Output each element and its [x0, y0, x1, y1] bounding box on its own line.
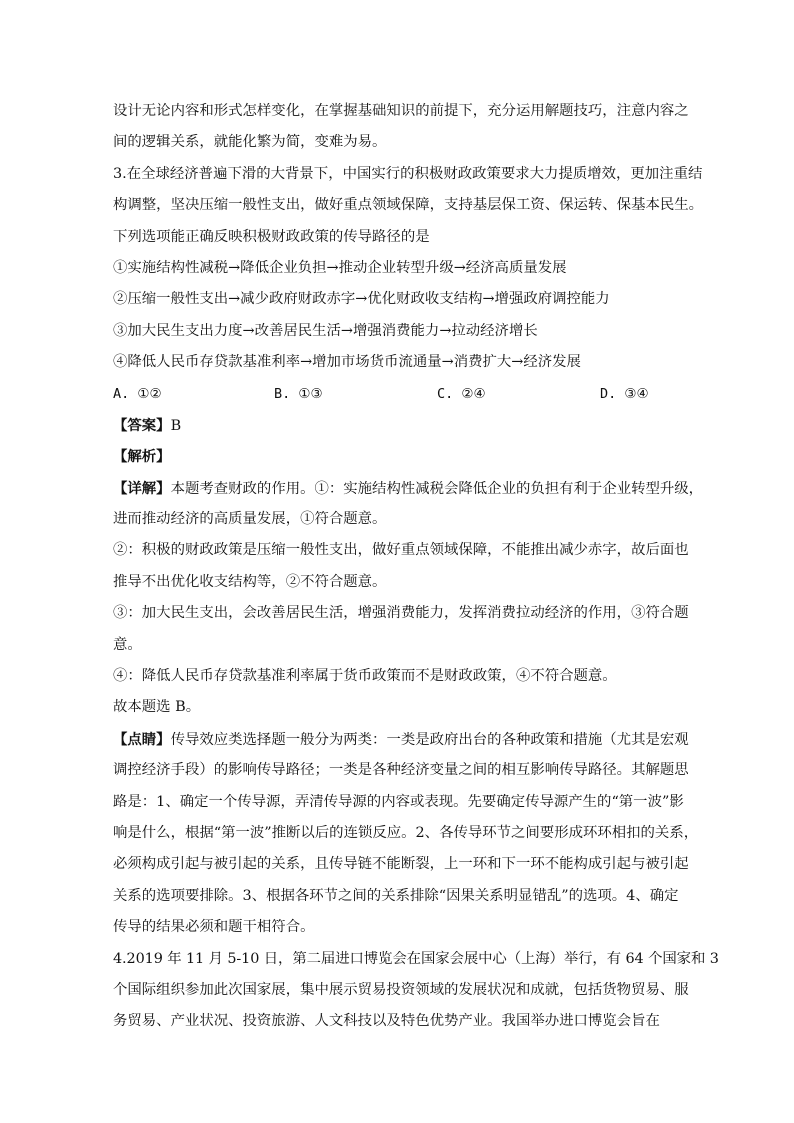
point-line	[113, 724, 689, 755]
option-c: C. ②④	[437, 385, 486, 402]
question-3-stem-line: 3.在全球经济普遍下滑的大背景下，中国实行的积极财政政策要求大力提质增效，更加注重结	[113, 165, 703, 182]
document-content	[113, 96, 719, 1038]
question-4-stem-line: 务贸易、产业状况、投资旅游、人文科技以及特色优势产业。我国举办进口博览会旨在	[113, 1013, 660, 1030]
detail-line: 意。	[113, 636, 142, 653]
answer-value: B	[170, 417, 182, 434]
statement-3: ③加大民生支出力度→改善居民生活→增强消费能力→拉动经济增长	[113, 322, 538, 339]
question-3-stem-line: 下列选项能正确反映积极财政政策的传导路径的是	[113, 228, 430, 245]
option-d: D. ③④	[600, 385, 649, 402]
point-line: 响是什么，根据“第一波”推断以后的连锁反应。2、各传导环节之间要形成环环相扣的关系，	[113, 824, 699, 841]
analysis-line	[113, 441, 681, 472]
statement-2: ②压缩一般性支出→减少政府财政赤字→优化财政收支结构→增强政府调控能力	[113, 291, 610, 308]
detail-line: ②：积极的财政政策是压缩一般性支出，做好重点领域保障，不能推出减少赤字，故后面也	[113, 542, 689, 559]
detail-line: ③：加大民生支出，会改善居民生活，增强消费能力，发挥消费拉动经济的作用，③符合题	[113, 605, 689, 622]
point-tag: 【点睛】	[113, 730, 171, 748]
detail-line: ④：降低人民币存贷款基准利率属于货币政策而不是财政政策，④不符合题意。	[113, 668, 617, 685]
detail-text: 本题考查财政的作用。①：实施结构性减税会降低企业的负担有利于企业转型升级，	[170, 480, 704, 497]
option-a: A. ①②	[113, 385, 162, 402]
analysis-tag: 【解析】	[113, 448, 171, 466]
detail-line: 推导不出优化收支结构等，②不符合题意。	[113, 573, 387, 590]
answer-line	[113, 410, 681, 441]
point-line: 关系的选项要排除。3、根据各环节之间的关系排除“因果关系明显错乱”的选项。4、确定	[113, 887, 679, 904]
point-line: 调控经济手段）的影响传导路径；一类是各种经济变量之间的相互影响传导路径。其解题思	[113, 762, 689, 779]
point-text: 传导效应类选择题一般分为两类：一类是政府出台的各种政策和措施（尤其是宏观	[170, 731, 689, 748]
statement-1: ①实施结构性减税→降低企业负担→推动企业转型升级→经济高质量发展	[113, 259, 567, 276]
point-line: 路是：1、确定一个传导源，弄清传导源的内容或表现。先要确定传导源产生的“第一波”影	[113, 793, 684, 810]
answer-tag: 【答案】	[113, 416, 171, 434]
point-line: 传导的结果必须和题干相符合。	[113, 919, 315, 936]
intro-line: 设计无论内容和形式怎样变化，在掌握基础知识的前提下，充分运用解题技巧，注意内容之	[113, 103, 689, 119]
question-4-stem-line: 个国际组织参加此次国家展，集中展示贸易投资领域的发展状况和成就，包括货物贸易、服	[113, 981, 689, 998]
conclusion-line: 故本题选 B。	[113, 699, 201, 716]
option-b: B. ①③	[274, 385, 323, 402]
question-4-stem-line: 4.2019 年 11 月 5-10 日，第二届进口博览会在国家会展中心（上海）举行，有 64 个国家和 3	[113, 950, 719, 967]
detail-tag: 【详解】	[113, 479, 171, 497]
detail-line	[113, 473, 704, 504]
point-line: 必须构成引起与被引起的关系，且传导链不能断裂，上一环和下一环不能构成引起与被引起	[113, 856, 689, 873]
statement-4: ④降低人民币存贷款基准利率→增加市场货币流通量→消费扩大→经济发展	[113, 354, 581, 371]
question-3-stem-line: 构调整，坚决压缩一般性支出，做好重点领域保障，支持基层保工资、保运转、保基本民生。	[113, 197, 704, 214]
answer-options	[113, 379, 681, 410]
intro-line: 间的逻辑关系，就能化繁为简，变难为易。	[113, 134, 387, 151]
detail-line: 进而推动经济的高质量发展，①符合题意。	[113, 511, 387, 528]
